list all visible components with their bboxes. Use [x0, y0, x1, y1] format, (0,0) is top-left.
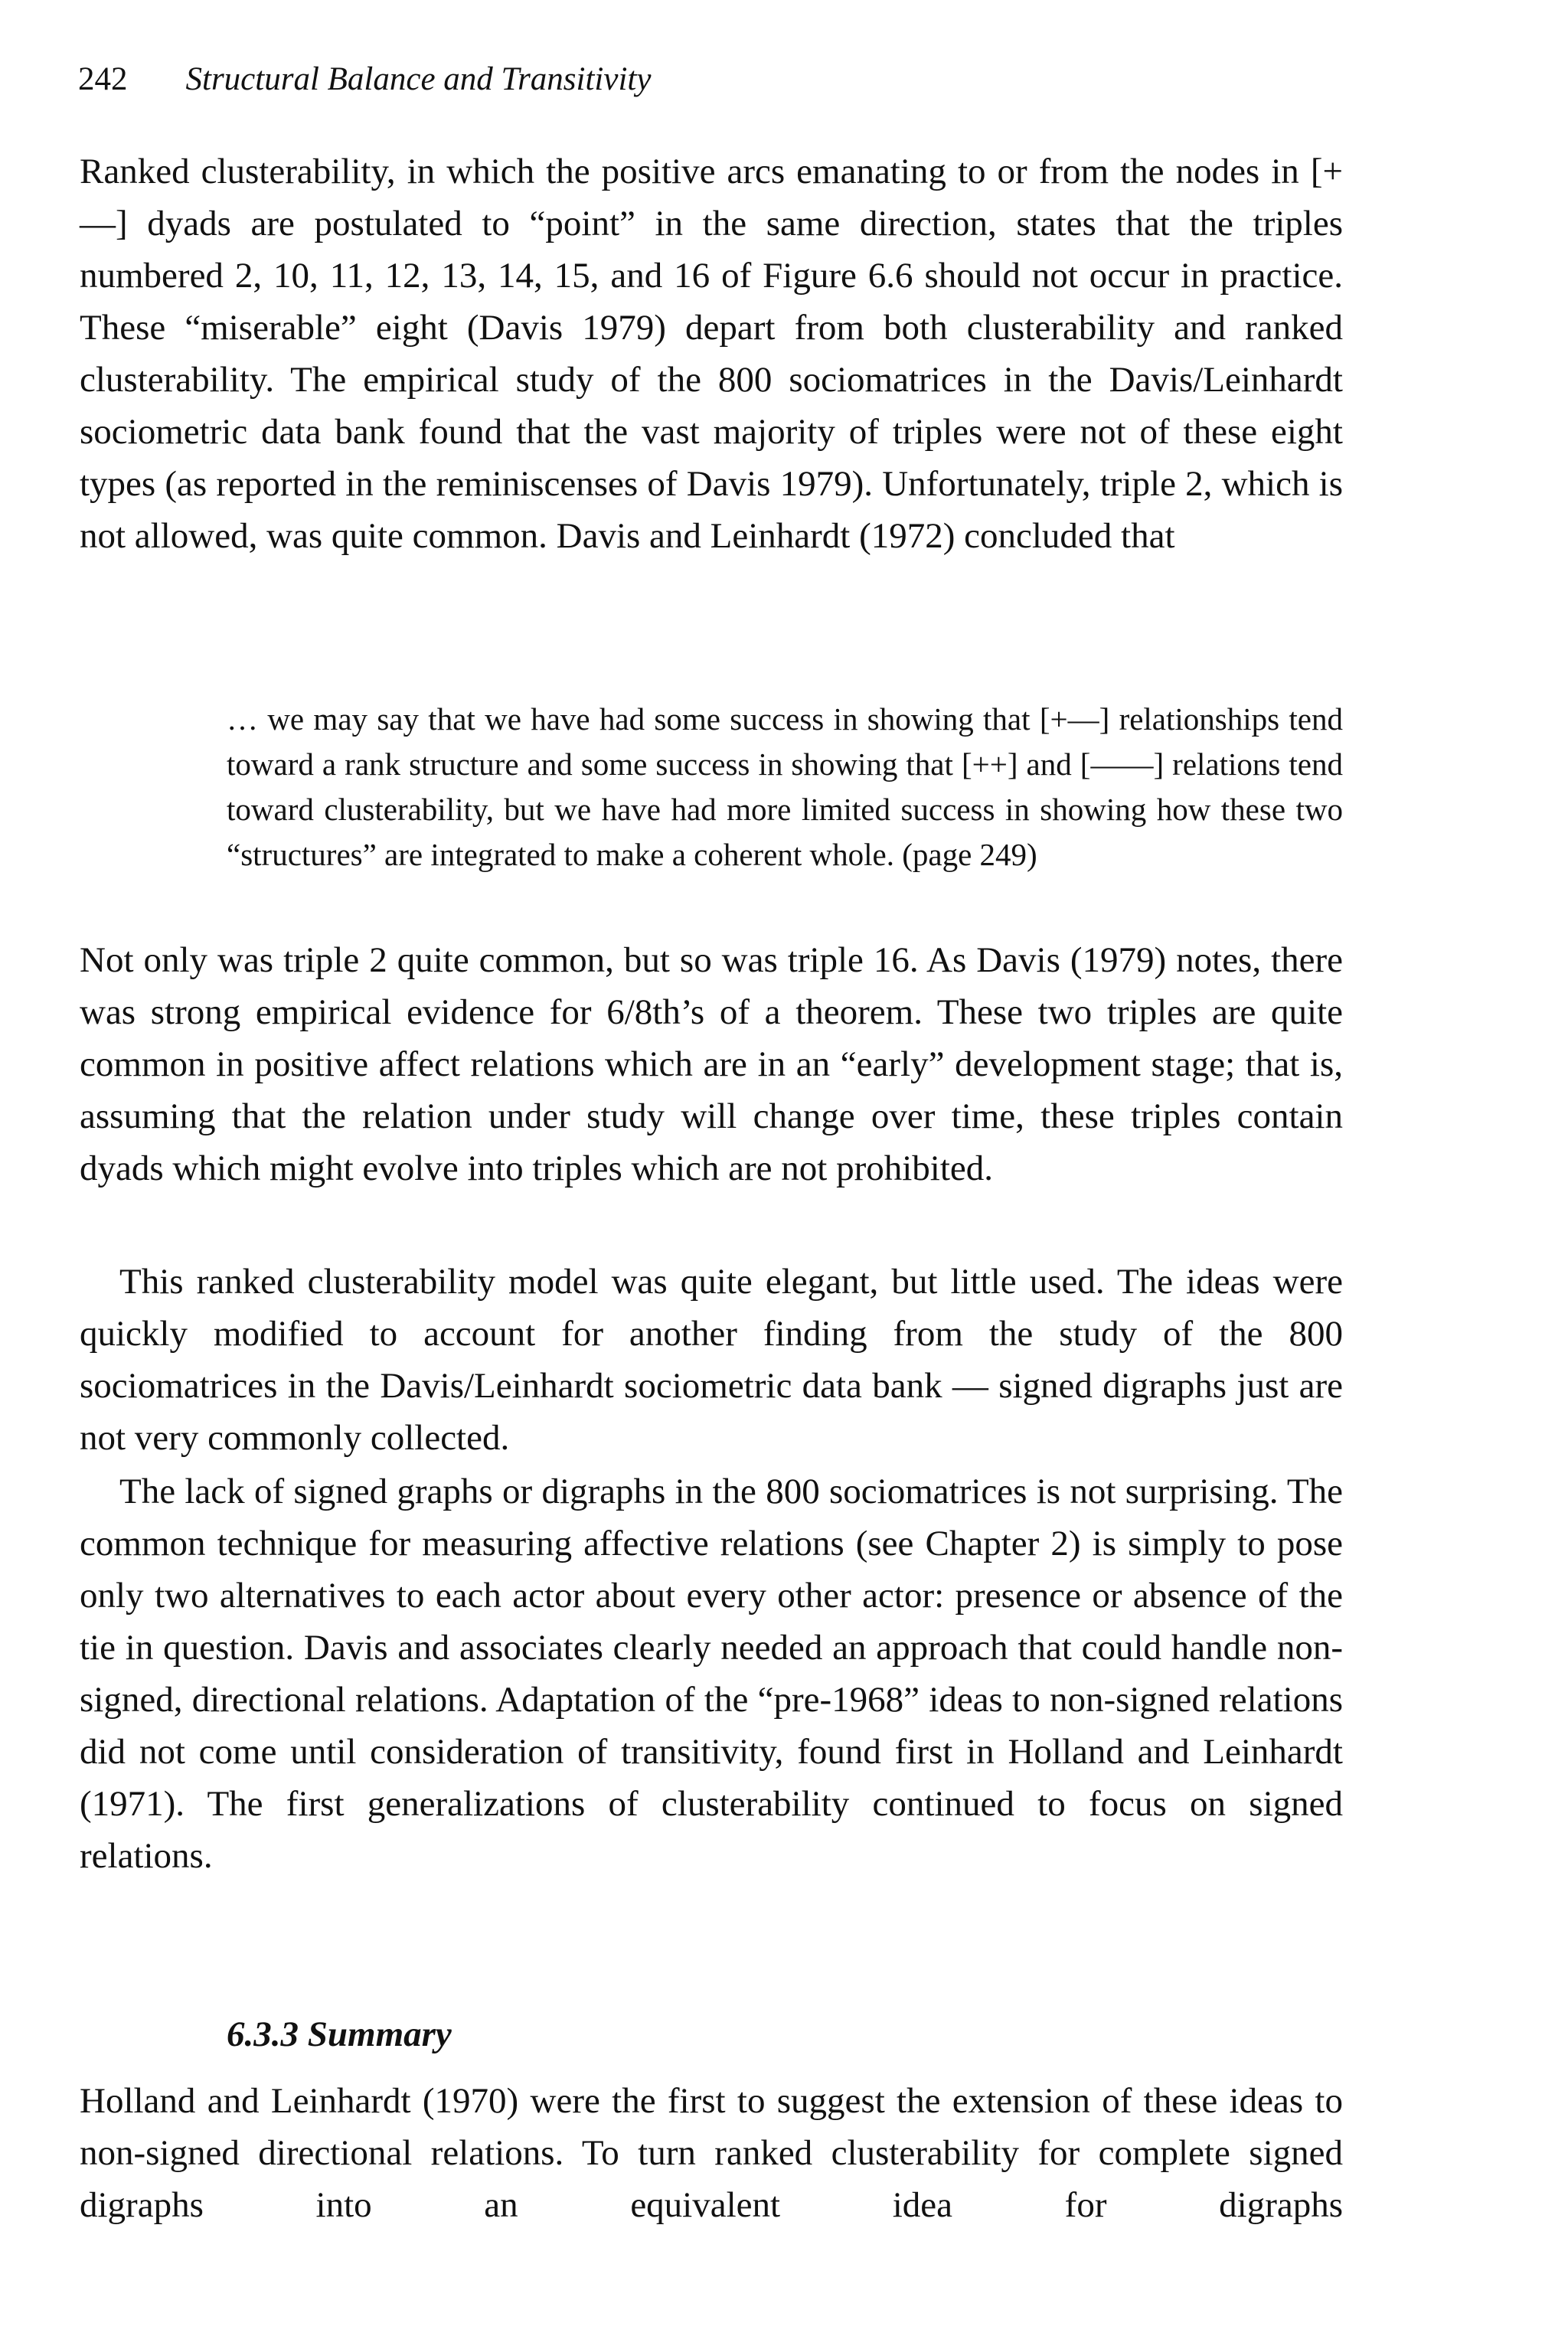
paragraph-summary: Holland and Leinhardt (1970) were the first to suggest the extension of these ideas to non-signed directional relations. To turn ranked clusterability for complete signed digraphs into an equivalent idea for digraphs — [80, 2081, 1343, 2225]
running-title: Structural Balance and Transitivity — [185, 61, 652, 97]
section-heading: 6.3.3 Summary — [227, 2014, 452, 2054]
paragraph-model-elegant: This ranked clusterability model was quite elegant, but little used. The ideas were quickly modified to account for another finding from the study of the 800 sociomatrices in the Davis/Leinhardt sociometric data bank — signed digraphs just are not very commonly collected. — [80, 1262, 1343, 1458]
paragraph-lack-of-signed-graphs: The lack of signed graphs or digraphs in the 800 sociomatrices is not surprising. The common technique for measuring affective relations (see Chapter 2) is simply to pose only two alternatives to each actor about every other actor: presence or absence of the tie in question. Davis and associates clearly needed an approach that could handle non-signed, directional relations. Adaptation of the “pre-1968” ideas to non-signed relations did not come until consideration of transitivity, found first in Holland and Leinhardt (1971). The first generalizations of clusterability continued to focus on signed relations. — [80, 1472, 1343, 1876]
paragraph-ranked-clusterability: Ranked clusterability, in which the positive arcs emanating to or from the nodes in [+—] dyads are postulated to “point” in the same direction, states that the triples numbered 2, 10, 11, 12, 13, 14, 15, and 16 of Figure 6.6 should not occur in practice. These “miserable” eight (Davis 1979) depart from both clusterability and ranked clusterability. The empirical study of the 800 sociomatrices in the Davis/Leinhardt sociometric data bank found that the vast majority of triples were not of these eight types (as reported in the reminiscenses of Davis 1979). Unfortunately, triple 2, which is not allowed, was quite common. Davis and Leinhardt (1972) concluded that — [80, 152, 1343, 556]
page-number: 242 — [78, 61, 128, 97]
block-quote-davis-leinhardt: … we may say that we have had some success in showing that [+—] relationships tend toward a rank structure and some success in showing that [++] and [——] relations tend toward clusterability, but we have had more limited success in showing how these two “structures” are integrated to make a coherent whole. (page 249) — [227, 701, 1343, 872]
paragraph-triple-16: Not only was triple 2 quite common, but so was triple 16. As Davis (1979) notes, there was strong empirical evidence for 6/8th’s of a theorem. These two triples are quite common in positive affect relations which are in an “early” development stage; that is, assuming that the relation under study will change over time, these triples contain dyads which might evolve into triples which are not prohibited. — [80, 940, 1343, 1188]
running-header — [78, 63, 651, 96]
